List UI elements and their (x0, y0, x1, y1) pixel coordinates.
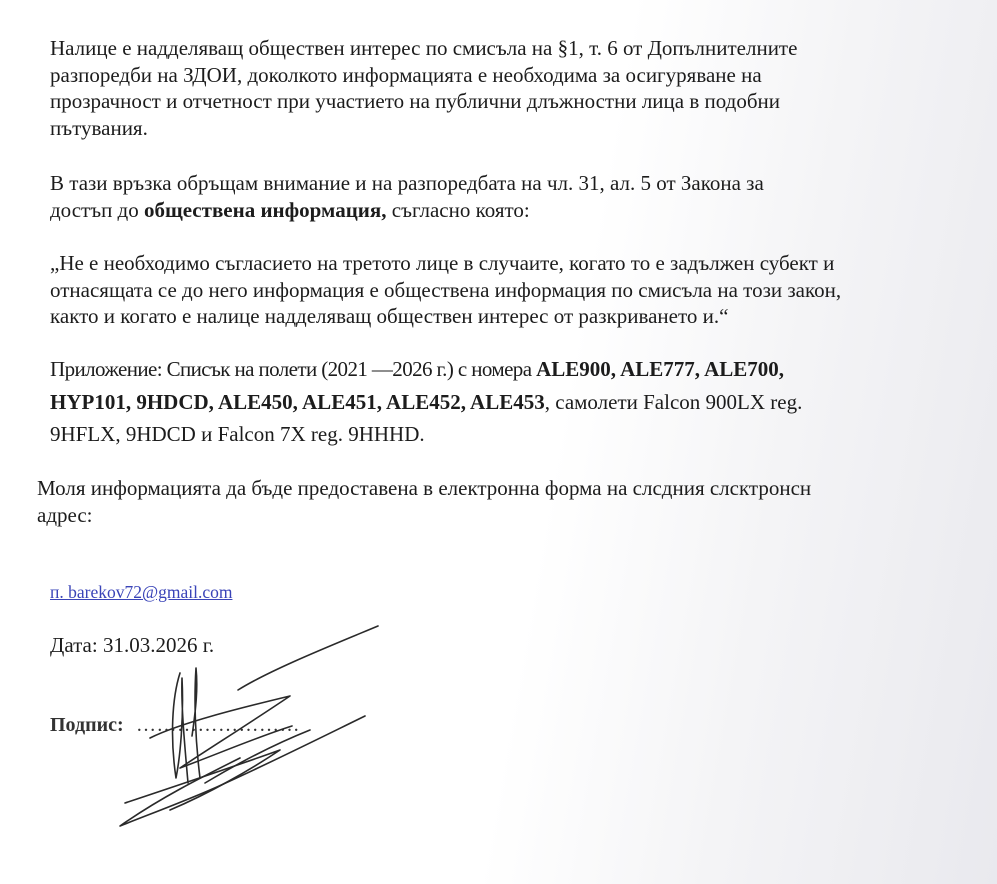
attachment-prefix: Приложение: Списък на полети (2021 —2026 г.) с номера (50, 357, 537, 381)
bold-law-name: обществена информация, (144, 197, 387, 222)
paragraph-delivery-request (37, 475, 811, 528)
text-line (50, 197, 764, 224)
text-fragment: достъп до (50, 197, 144, 222)
text-line: разпоредби на ЗДОИ, доколкото информацията е необходима за осигуряване на (50, 62, 762, 87)
email-link[interactable]: п. barekov72@gmail.com (50, 582, 233, 602)
text-line: пътувания. (50, 115, 148, 140)
signature-label: Подпис: (50, 714, 124, 736)
text-line: 9HFLX, 9HDCD и Falcon 7X reg. 9HHHD. (50, 422, 425, 446)
signature-stroke (205, 730, 310, 783)
text-line: както и когато е налице надделяващ обществен интерес от разкриването и.“ (50, 304, 729, 328)
text-line: В тази връзка обръщам внимание и на разпоредбата на чл. 31, ал. 5 от Закона за (50, 171, 764, 195)
text-line (50, 386, 802, 419)
paragraph-public-interest (50, 35, 797, 141)
signature-stroke (238, 626, 378, 690)
text-line: „Не е необходимо съгласието на третото лице в случаите, когато то е задължен субект и (50, 251, 835, 275)
flight-numbers: HYP101, 9HDCD, ALE450, ALE451, ALE452, ALE453 (50, 389, 545, 414)
text-line (50, 353, 802, 386)
paragraph-law-reference (50, 170, 764, 223)
text-line: Моля информацията да бъде предоставена в електронна форма на слсдния слсктронсн (37, 476, 812, 500)
signature-stroke (125, 750, 280, 810)
paragraph-attachment (50, 353, 802, 451)
signature-line: …………………… (136, 714, 300, 736)
aircraft-list: , самолети Falcon 900LX reg. (544, 389, 803, 414)
text-line: прозрачност и отчетност при участието на публични длъжностни лица в подобни (50, 89, 780, 113)
flight-numbers: ALE900, ALE777, ALE700, (536, 357, 785, 381)
text-line: отнасящата се до него информация е обществена информация по смисъла на този закон, (50, 277, 842, 302)
text-line: Налице е надделяващ обществен интерес по смисъла на §1, т. 6 от Допълнителните (50, 36, 798, 60)
text-fragment: съгласно която: (386, 197, 530, 222)
text-line: адрес: (37, 502, 93, 527)
paragraph-law-quote (50, 250, 841, 330)
date-field: Дата: 31.03.2026 г. (50, 633, 215, 657)
